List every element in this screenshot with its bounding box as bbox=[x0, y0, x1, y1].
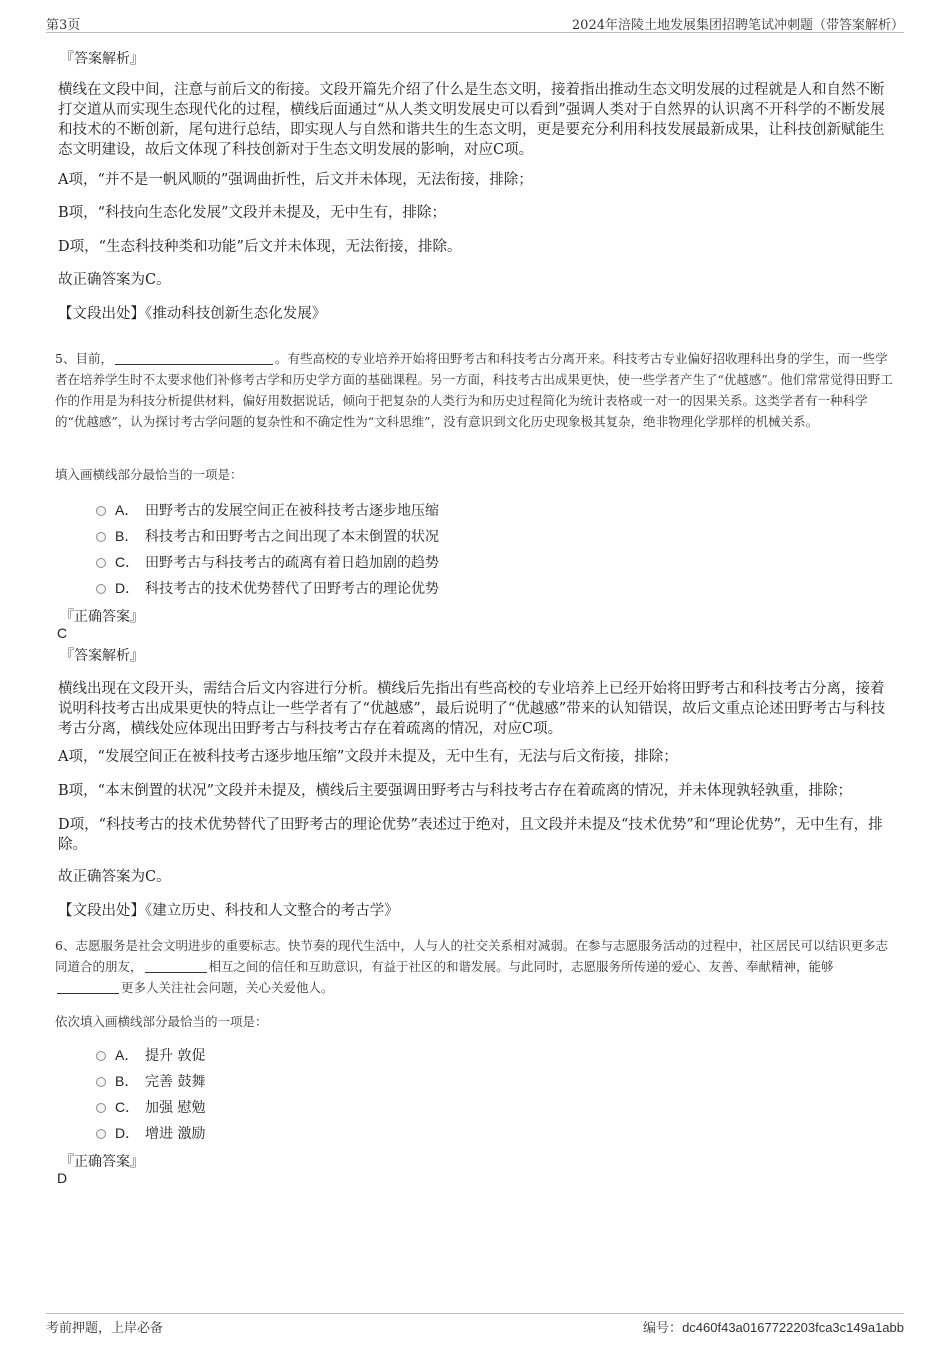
document-title: 2024年涪陵土地发展集团招聘笔试冲刺题（带答案解析） bbox=[571, 18, 904, 33]
radio-icon[interactable] bbox=[96, 558, 106, 568]
analysis-paragraph: B项，“科技向生态化发展”文段并未提及，无中生有，排除； bbox=[58, 205, 446, 221]
radio-icon[interactable] bbox=[96, 506, 106, 516]
radio-icon[interactable] bbox=[96, 1129, 106, 1139]
correct-answer-label: 『正确答案』 bbox=[60, 609, 144, 625]
source-citation: 【文段出处】《建立历史、科技和人文整合的考古学》 bbox=[58, 903, 399, 919]
page-number: 第3页 bbox=[46, 18, 81, 33]
radio-icon[interactable] bbox=[96, 584, 106, 594]
option-a[interactable]: A． 田野考古的发展空间正在被科技考古逐步地压缩 bbox=[96, 500, 439, 520]
question-6-prompt: 依次填入画横线部分最恰当的一项是： bbox=[55, 1014, 268, 1029]
analysis-label: 『答案解析』 bbox=[60, 51, 144, 67]
option-d[interactable]: D． 科技考古的技术优势替代了田野考古的理论优势 bbox=[96, 578, 439, 598]
source-citation: 【文段出处】《推动科技创新生态化发展》 bbox=[58, 306, 327, 322]
radio-icon[interactable] bbox=[96, 532, 106, 542]
option-d[interactable]: D． 增进 激励 bbox=[96, 1123, 205, 1143]
page-header bbox=[46, 12, 904, 33]
analysis-paragraph: D项，“科技考古的技术优势替代了田野考古的理论优势”表述过于绝对，且文段并未提及“技术优势”和“理论优势”，无中生有，排除。 bbox=[58, 817, 883, 853]
page-footer bbox=[46, 1313, 904, 1338]
footer-slogan: 考前押题，上岸必备 bbox=[46, 1321, 164, 1336]
fill-blank bbox=[115, 351, 273, 365]
option-c[interactable]: C． 加强 慰勉 bbox=[96, 1097, 205, 1117]
analysis-label: 『答案解析』 bbox=[60, 648, 144, 664]
option-a[interactable]: A． 提升 敦促 bbox=[96, 1045, 205, 1065]
correct-answer: C bbox=[57, 625, 68, 641]
correct-answer: D bbox=[57, 1170, 68, 1186]
analysis-paragraph: A项，“发展空间正在被科技考古逐步地压缩”文段并未提及，无中生有，无法与后文衔接，排除； bbox=[58, 749, 678, 765]
fill-blank bbox=[57, 980, 119, 994]
option-c[interactable]: C． 田野考古与科技考古的疏离有着日趋加剧的趋势 bbox=[96, 552, 439, 572]
analysis-paragraph: B项，“本末倒置的状况”文段并未提及，横线后主要强调田野考古与科技考古存在着疏离的情况，并未体现孰轻孰重，排除； bbox=[58, 783, 852, 799]
question-6-stem: 6、志愿服务是社会文明进步的重要标志。快节奏的现代生活中，人与人的社交关系相对减弱。在参与志愿服务活动的过程中，社区居民可以结识更多志同道合的朋友， 相互之间的信任和互助意识，有益于社区的和谐发展。与此同时，志愿服务所传递的爱心、友善、奉献精神，能够更多人关注社会问题，关心关爱他人。 bbox=[55, 938, 888, 995]
analysis-paragraph: 横线在文段中间，注意与前后文的衔接。文段开篇先介绍了什么是生态文明，接着指出推动生态文明发展的过程就是人和自然不断打交道从而实现生态现代化的过程，横线后面通过“从人类文明发展史可以看到”强调人类对于自然界的认识离不开科学的不断发展和技术的不断创新，尾句进行总结，即实现人与自然和谐共生的生态文明，更是要充分利用科技发展最新成果，让科技创新赋能生态文明建设，故后文体现了科技创新对于生态文明发展的影响，对应C项。 bbox=[58, 82, 885, 158]
option-b[interactable]: B． 科技考古和田野考古之间出现了本末倒置的状况 bbox=[96, 526, 439, 546]
document-id: 编号：dc460f43a0167722203fca3c149a1abb bbox=[643, 1320, 904, 1336]
radio-icon[interactable] bbox=[96, 1051, 106, 1061]
correct-answer-label: 『正确答案』 bbox=[60, 1154, 144, 1170]
option-b[interactable]: B． 完善 鼓舞 bbox=[96, 1071, 205, 1091]
question-5-stem: 5、目前， 。有些高校的专业培养开始将田野考古和科技考古分离开来。科技考古专业偏好招收理科出身的学生，而一些学者在培养学生时不太要求他们补修考古学和历史学方面的基础课程。另一方面，科技考古出成果更快，使一些学者产生了“优越感”。他们常常觉得田野工作的作用是为科技分析提供材料，偏好用数据说话，倾向于把复杂的人类行为和历史过程简化为统计表格或一对一的因果关系。这类学者有一种科学的“优越感”，认为探讨考古学问题的复杂性和不确定性为“文科思维”，没有意识到文化历史现象极其复杂，绝非物理化学那样的机械关系。 bbox=[55, 351, 893, 429]
analysis-conclusion: 故正确答案为C。 bbox=[58, 869, 171, 885]
question-5-prompt: 填入画横线部分最恰当的一项是： bbox=[55, 467, 243, 482]
radio-icon[interactable] bbox=[96, 1103, 106, 1113]
analysis-paragraph: 横线出现在文段开头，需结合后文内容进行分析。横线后先指出有些高校的专业培养上已经开始将田野考古和科技考古分离，接着说明科技考古出成果更快的特点让一些学者有了“优越感”，最后说明了“优越感”带来的认知错误，故后文重点论述田野考古与科技考古分离，横线处应体现出田野考古与科技考古存在着疏离的情况，对应C项。 bbox=[58, 681, 886, 737]
analysis-paragraph: A项，“并不是一帆风顺的”强调曲折性，后文并未体现，无法衔接，排除； bbox=[58, 172, 533, 188]
analysis-paragraph: D项，“生态科技种类和功能”后文并未体现，无法衔接，排除。 bbox=[58, 239, 462, 255]
radio-icon[interactable] bbox=[96, 1077, 106, 1087]
fill-blank bbox=[145, 959, 207, 973]
analysis-conclusion: 故正确答案为C。 bbox=[58, 272, 171, 288]
